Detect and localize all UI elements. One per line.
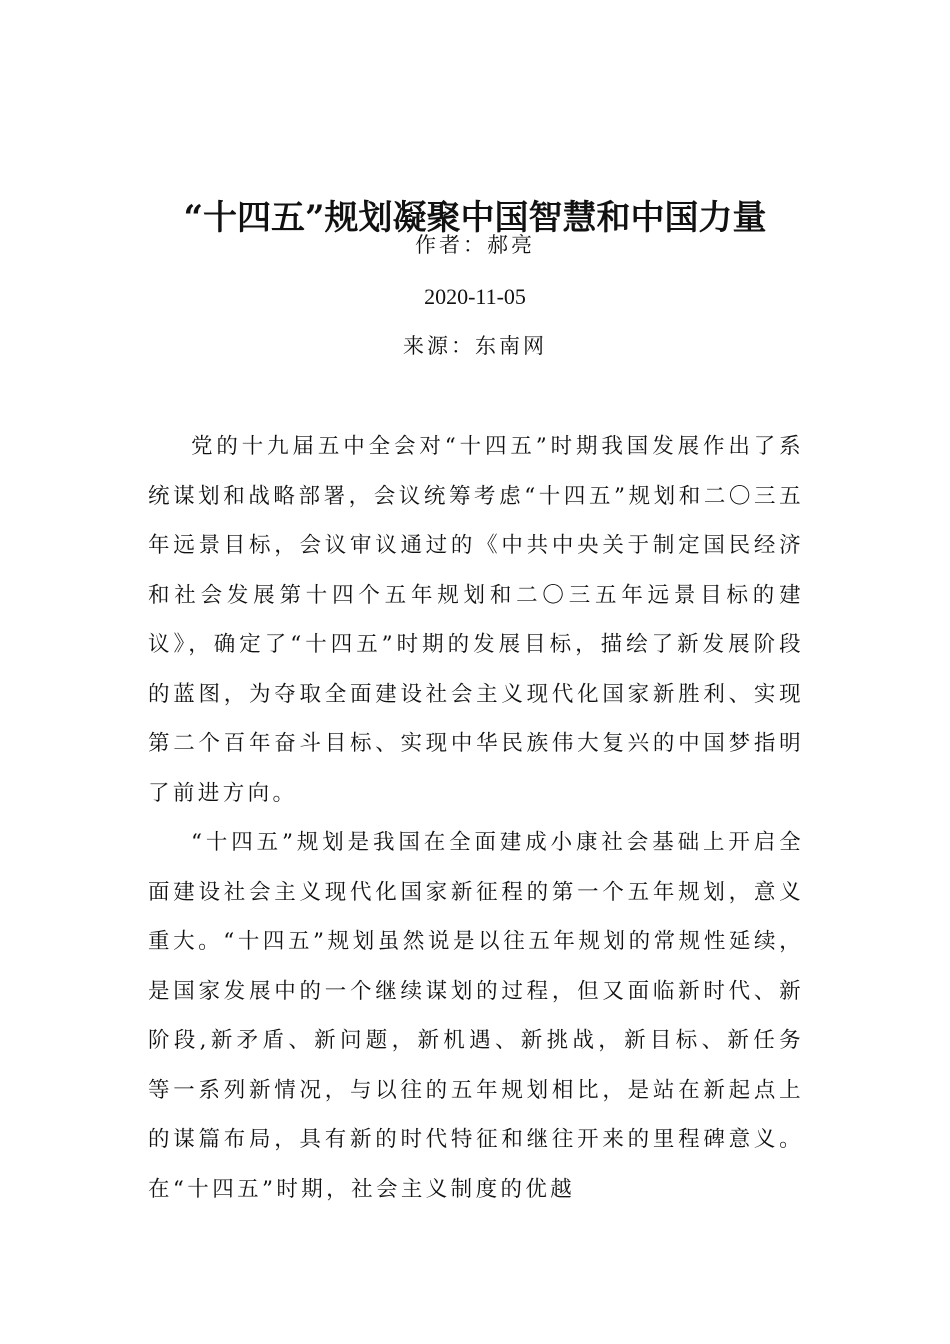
- author-line: 作者：郝亮: [415, 233, 535, 257]
- article-body: [148, 422, 804, 1214]
- source-line: 来源：东南网: [403, 334, 547, 358]
- paragraph: 党的十九届五中全会对“十四五”时期我国发展作出了系统谋划和战略部署，会议统筹考虑“十四五”规划和二〇三五年远景目标，会议审议通过的《中共中央关于制定国民经济和社会发展第十四个五年规划和二〇三五年远景目标的建议》，确定了“十四五”时期的发展目标，描绘了新发展阶段的蓝图，为夺取全面建设社会主义现代化国家新胜利、实现第二个百年奋斗目标、实现中华民族伟大复兴的中国梦指明了前进方向。: [148, 434, 804, 806]
- paragraph: “十四五”规划是我国在全面建成小康社会基础上开启全面建设社会主义现代化国家新征程的第一个五年规划，意义重大。“十四五”规划虽然说是以往五年规划的常规性延续，是国家发展中的一个继续谋划的过程，但又面临新时代、新阶段,新矛盾、新问题，新机遇、新挑战，新目标、新任务等一系列新情况，与以往的五年规划相比，是站在新起点上的谋篇布局，具有新的时代特征和继往开来的里程碑意义。在“十四五”时期，社会主义制度的优越: [148, 830, 804, 1202]
- page-title: “十四五”规划凝聚中国智慧和中国力量: [183, 197, 767, 238]
- publish-date: 2020-11-05: [424, 284, 526, 309]
